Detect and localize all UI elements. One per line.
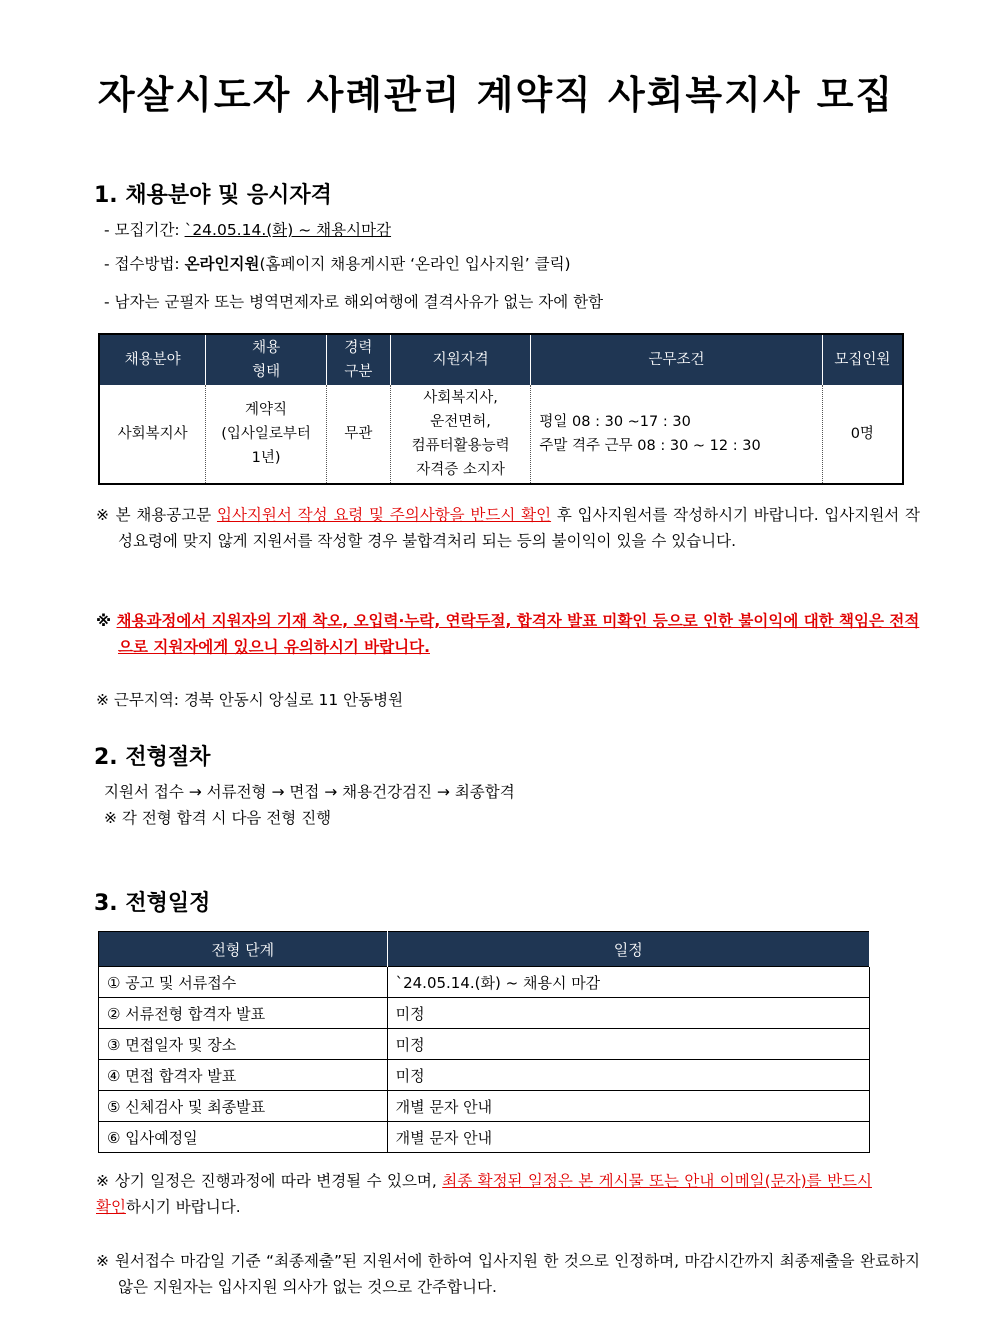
stage-cell: ① 공고 및 서류접수 bbox=[99, 967, 388, 998]
schedule-cell: 미정 bbox=[387, 1029, 869, 1060]
schedule-cell: 미정 bbox=[387, 998, 869, 1029]
cell-count: 0명 bbox=[850, 426, 874, 442]
cell-conditions: 평일 08 : 30 ~17 : 30 주말 격주 근무 08 : 30 ~ 12 : 30 bbox=[531, 385, 822, 484]
header-stage: 전형 단계 bbox=[99, 932, 388, 967]
table-row bbox=[99, 1091, 870, 1122]
stage-cell: ⑥ 입사예정일 bbox=[99, 1122, 388, 1153]
cell-field: 사회복지사 bbox=[99, 385, 206, 484]
page-title: 자살시도자 사례관리 계약직 사회복지사 모집 bbox=[97, 73, 895, 117]
stage-cell: ④ 면접 합격자 발표 bbox=[99, 1060, 388, 1091]
stage-cell: ⑤ 신체검사 및 최종발표 bbox=[99, 1091, 388, 1122]
process-flow: 지원서 접수 → 서류전형 → 면접 → 채용건강검진 → 최종합격 bbox=[104, 783, 515, 801]
header-qualification: 지원자격 bbox=[390, 334, 531, 385]
cell-career: 무관 bbox=[326, 385, 390, 484]
method-rest: (홈페이지 채용게시판 ‘온라인 입사지원’ 클릭) bbox=[259, 255, 571, 273]
header-count: 모집인원 bbox=[822, 334, 903, 385]
schedule-notice-1: ※ 상기 일정은 진행과정에 따라 변경될 수 있으며, 최종 확정된 일정은 본 게시물 또는 안내 이메일(문자)를 반드시 확인하시기 바랍니다. bbox=[96, 1172, 872, 1216]
table-row bbox=[99, 998, 870, 1029]
schedule-cell: 개별 문자 안내 bbox=[387, 1122, 869, 1153]
method-bold: 온라인지원 bbox=[184, 255, 260, 273]
notice-1: ※ 본 채용공고문 입사지원서 작성 요령 및 주의사항을 반드시 확인 후 입사지원서를 작성하시기 바랍니다. 입사지원서 작성요령에 맞지 않게 지원서를 작성할 경우 불합격처리 되는 등의 불이익이 있을 수 있습니다. bbox=[96, 506, 921, 550]
stage-cell: ③ 면접일자 및 장소 bbox=[99, 1029, 388, 1060]
process-note: ※ 각 전형 합격 시 다음 전형 진행 bbox=[104, 809, 332, 827]
section3-heading: 3. 전형일정 bbox=[94, 891, 211, 916]
schedule-cell: `24.05.14.(화) ~ 채용시 마감 bbox=[387, 967, 869, 998]
schedule-table bbox=[98, 931, 870, 1153]
header-conditions: 근무조건 bbox=[531, 334, 822, 385]
table-row bbox=[99, 1060, 870, 1091]
recruit-table bbox=[98, 333, 904, 485]
notice-1-highlight: 입사지원서 작성 요령 및 주의사항을 반드시 확인 bbox=[216, 506, 552, 524]
table-row bbox=[99, 967, 870, 998]
notice-2: ※ 채용과정에서 지원자의 기재 착오, 오입력·누락, 연락두절, 합격자 발표 미확인 등으로 인한 불이익에 대한 책임은 전적으로 지원자에게 있으니 유의하시기 바랍니다. bbox=[96, 612, 920, 656]
table-row bbox=[99, 1029, 870, 1060]
work-location: ※ 근무지역: 경북 안동시 앙실로 11 안동병원 bbox=[96, 691, 404, 709]
cell-qualification: 사회복지사, 운전면허, 컴퓨터활용능력 자격증 소지자 bbox=[390, 385, 531, 484]
stage-cell: ② 서류전형 합격자 발표 bbox=[99, 998, 388, 1029]
header-field: 채용분야 bbox=[99, 334, 206, 385]
header-career: 경력 구분 bbox=[326, 334, 390, 385]
schedule-notice-2: ※ 원서접수 마감일 기준 “최종제출”된 지원서에 한하여 입사지원 한 것으로 인정하며, 마감시간까지 최종제출을 완료하지 않은 지원자는 입사지원 의사가 없는 것으로 간주합니다. bbox=[96, 1252, 920, 1296]
table-row bbox=[99, 385, 903, 484]
period-value: `24.05.14.(화) ~ 채용시마감 bbox=[184, 221, 392, 239]
recruit-table-header bbox=[99, 334, 903, 385]
header-type: 채용 형태 bbox=[206, 334, 327, 385]
military-requirement: - 남자는 군필자 또는 병역면제자로 해외여행에 결격사유가 없는 자에 한함 bbox=[104, 293, 604, 311]
apply-method bbox=[104, 252, 571, 274]
table-row bbox=[99, 1122, 870, 1153]
schedule-table-header bbox=[99, 932, 870, 967]
header-schedule: 일정 bbox=[387, 932, 869, 967]
schedule-notice-highlight: 최종 확정된 일정은 본 게시물 또는 안내 이메일(문자)를 반드시 확인 bbox=[96, 1172, 872, 1216]
method-label: - 접수방법: bbox=[104, 255, 185, 273]
section2-heading: 2. 전형절차 bbox=[94, 745, 211, 770]
recruit-period bbox=[104, 218, 391, 240]
cell-type: 계약직 (입사일로부터 1년) bbox=[206, 385, 327, 484]
schedule-cell: 개별 문자 안내 bbox=[387, 1091, 869, 1122]
schedule-cell: 미정 bbox=[387, 1060, 869, 1091]
notice-2-highlight: 채용과정에서 지원자의 기재 착오, 오입력·누락, 연락두절, 합격자 발표 미확인 등으로 인한 불이익에 대한 책임은 전적으로 지원자에게 있으니 유의하시기 바랍니다. bbox=[116, 612, 920, 656]
section1-heading: 1. 채용분야 및 응시자격 bbox=[94, 183, 332, 208]
period-label: - 모집기간: bbox=[104, 221, 185, 239]
